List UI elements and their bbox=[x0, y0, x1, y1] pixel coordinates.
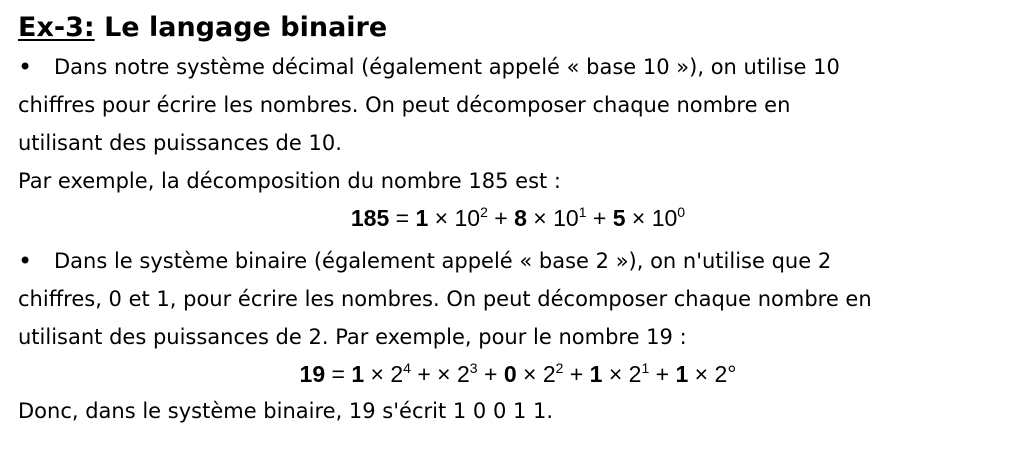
formula-equals: = bbox=[325, 361, 352, 387]
paragraph-line: chiffres pour écrire les nombres. On peut décomposer chaque nombre en bbox=[18, 93, 791, 117]
bullet-icon: • bbox=[18, 247, 33, 275]
formula-base: × 2 bbox=[602, 361, 642, 387]
paragraph-line: utilisant des puissances de 10. bbox=[18, 131, 342, 155]
formula-base: × 10 bbox=[428, 205, 481, 231]
formula-decimal bbox=[18, 200, 1018, 236]
paragraph-line: chiffres, 0 et 1, pour écrire les nombres. On peut décomposer chaque nombre en bbox=[18, 287, 872, 311]
formula-coefficient: 1 bbox=[589, 361, 603, 387]
formula-plus: + bbox=[410, 361, 438, 387]
formula-exponent: 3 bbox=[469, 360, 478, 376]
formula-base: × 2 bbox=[364, 361, 404, 387]
formula-coefficient: 1 bbox=[351, 361, 365, 387]
exercise-page bbox=[18, 8, 1018, 430]
formula-plus: + bbox=[487, 205, 515, 231]
exercise-title-text: Le langage binaire bbox=[104, 12, 388, 43]
formula-plus: + bbox=[649, 361, 676, 387]
formula-exponent: 2 bbox=[555, 360, 564, 376]
exercise-number: Ex-3: bbox=[18, 12, 95, 43]
formula-coefficient: 8 bbox=[514, 205, 527, 231]
formula-coefficient: 1 bbox=[675, 361, 689, 387]
formula-plus: + bbox=[563, 361, 590, 387]
paragraph-line bbox=[18, 48, 1018, 86]
conclusion-block bbox=[18, 392, 1018, 430]
formula-base: × 2° bbox=[688, 361, 737, 387]
formula-base: × 10 bbox=[526, 205, 579, 231]
paragraph-text: Dans notre système décimal (également appelé « base 10 »), on utilise 10 bbox=[54, 55, 840, 79]
formula-exponent: 1 bbox=[641, 360, 650, 376]
paragraph-line bbox=[18, 242, 1018, 280]
formula-exponent: 1 bbox=[578, 204, 587, 220]
formula-base: × 2 bbox=[516, 361, 556, 387]
formula-base: × 2 bbox=[437, 361, 470, 387]
formula-lhs: 185 bbox=[350, 205, 390, 231]
formula-base: × 10 bbox=[625, 205, 678, 231]
formula-plus: + bbox=[586, 205, 613, 231]
paragraph-line: utilisant des puissances de 2. Par exemple, pour le nombre 19 : bbox=[18, 325, 687, 349]
formula-exponent: 4 bbox=[403, 360, 411, 376]
formula-coefficient: 5 bbox=[612, 205, 626, 231]
section-binary bbox=[18, 242, 1018, 356]
formula-coefficient: 0 bbox=[503, 361, 517, 387]
paragraph-text: Dans le système binaire (également appelé « base 2 »), on n'utilise que 2 bbox=[54, 249, 832, 273]
formula-plus: + bbox=[477, 361, 504, 387]
formula-lhs: 19 bbox=[299, 361, 326, 387]
bullet-icon: • bbox=[18, 53, 33, 81]
formula-binary bbox=[18, 356, 1018, 392]
formula-exponent: 2 bbox=[480, 204, 488, 220]
formula-exponent: 0 bbox=[677, 204, 686, 220]
conclusion-text: Donc, dans le système binaire, 19 s'écrit 1 0 0 1 1. bbox=[18, 399, 554, 423]
section-decimal bbox=[18, 48, 1018, 200]
formula-coefficient: 1 bbox=[415, 205, 429, 231]
formula-equals: = bbox=[389, 205, 416, 231]
paragraph-line: Par exemple, la décomposition du nombre 185 est : bbox=[18, 169, 562, 193]
exercise-title bbox=[18, 8, 1018, 48]
